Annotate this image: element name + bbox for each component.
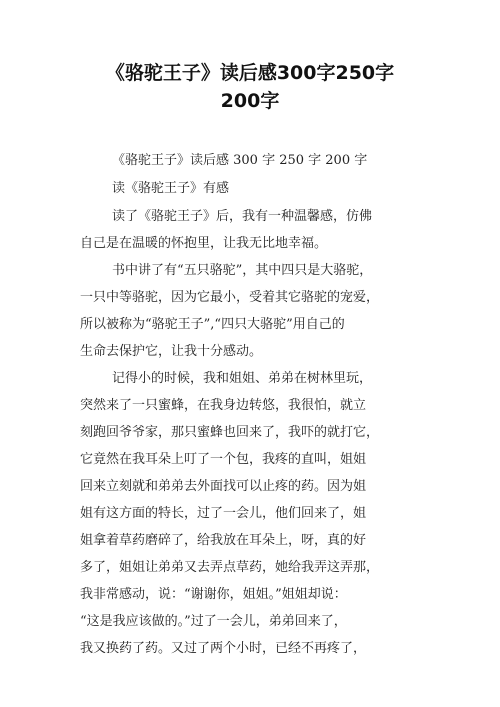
paragraph-line: “这是我应该做的。”过了一会儿，弟弟回来了，: [80, 614, 347, 629]
paragraph-line: 回来立刻就和弟弟去外面找可以止疼的药。因为姐: [80, 479, 367, 494]
paragraph-line: 生命去保护它，让我十分感动。: [80, 344, 263, 359]
paragraph-line: 我又换药了药。又过了两个小时，已经不再疼了，: [80, 641, 367, 656]
paragraph-line: 多了，姐姐让弟弟又去弄点草药，她给我弄这弄那，: [80, 560, 380, 575]
paragraph-line: 姐有这方面的特长，过了一会儿，他们回来了，姐: [80, 506, 367, 521]
document-title-line-2: 200字: [220, 90, 280, 112]
paragraph-line: 突然来了一只蜜蜂，在我身边转悠，我很怕，就立: [80, 398, 367, 413]
paragraph-line: 所以被称为“骆驼王子”,“四只大骆驼”用自己的: [80, 317, 345, 332]
paragraph-line: 自己是在温暖的怀抱里，让我无比地幸福。: [80, 236, 328, 251]
paragraph-line: 书中讲了有“五只骆驼”，其中四只是大骆驼，: [112, 263, 373, 278]
paragraph-line: 读了《骆驼王子》后，我有一种温馨感，仿佛: [112, 209, 373, 224]
paragraph-line: 一只中等骆驼，因为它最小，受着其它骆驼的宠爱，: [80, 290, 380, 305]
document-title-line-1: 《骆驼王子》读后感300字250字: [105, 62, 395, 84]
paragraph-line: 刻跑回爷爷家，那只蜜蜂也回来了，我吓的就打它，: [80, 425, 380, 440]
paragraph-line: 我非常感动，说：“谢谢你，姐姐。”姐姐却说：: [80, 587, 347, 602]
paragraph-line: 记得小的时候，我和姐姐、弟弟在树林里玩，: [112, 371, 373, 386]
paragraph-line: 读《骆驼王子》有感: [112, 181, 230, 196]
paragraph-line: 姐拿着草药磨碎了，给我放在耳朵上，呀，真的好: [80, 533, 367, 548]
paragraph-line: 它竟然在我耳朵上叮了一个包，我疼的直叫，姐姐: [80, 452, 367, 467]
paragraph-line: 《骆驼王子》读后感 300 字 250 字 200 字: [112, 153, 368, 168]
